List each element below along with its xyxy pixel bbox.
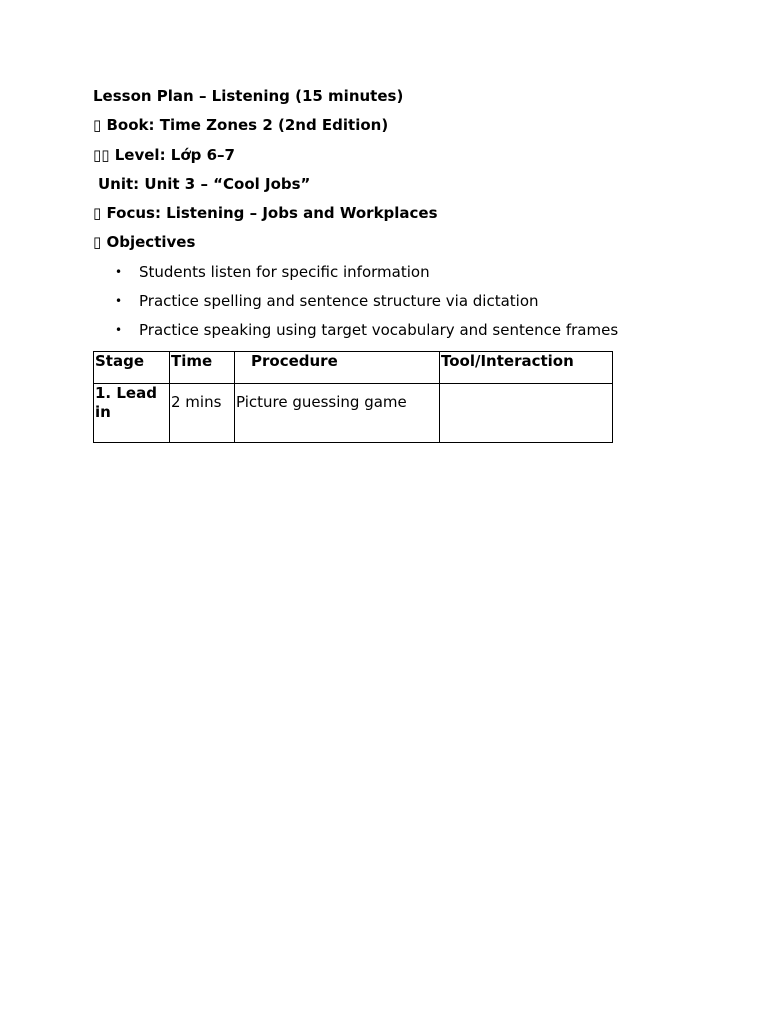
bullet-icon: •: [115, 294, 123, 309]
table-row: [94, 384, 613, 443]
cell-time: 2 mins: [170, 384, 235, 443]
objectives-heading-text: Objectives: [106, 233, 196, 252]
level-line: [93, 145, 693, 165]
lesson-plan-table: [93, 351, 613, 443]
objective-text: Students listen for specific information: [139, 262, 430, 281]
placeholder-glyph-icon: ▯: [93, 233, 102, 252]
bullet-icon: •: [115, 264, 123, 279]
header-time: Time: [170, 352, 235, 384]
objective-text: Practice spelling and sentence structure via dictation: [139, 292, 539, 311]
header-stage: Stage: [94, 352, 170, 384]
bullet-icon: •: [115, 323, 123, 338]
cell-tool-interaction: [440, 384, 613, 443]
focus-line: [93, 203, 693, 223]
unit-line: [93, 174, 693, 194]
cell-stage: 1. Lead in: [94, 384, 170, 443]
focus-text: Focus: Listening – Jobs and Workplaces: [106, 204, 438, 223]
list-item: [93, 320, 693, 340]
header-tool-interaction: Tool/Interaction: [440, 352, 613, 384]
objectives-list: [93, 262, 693, 341]
cell-procedure: Picture guessing game: [235, 384, 440, 443]
unit-text: Unit: Unit 3 – “Cool Jobs”: [98, 174, 311, 193]
lesson-plan-page: [93, 86, 693, 421]
table-header-row: [94, 352, 613, 384]
placeholder-glyph-icon: ▯: [93, 116, 102, 135]
level-text: Level: Lớp 6–7: [114, 145, 235, 164]
book-text: Book: Time Zones 2 (2nd Edition): [106, 116, 389, 135]
book-line: [93, 115, 693, 135]
objective-text: Practice speaking using target vocabulary and sentence frames: [139, 321, 619, 340]
list-item: [93, 262, 693, 282]
list-item: [93, 291, 693, 311]
header-procedure: Procedure: [235, 352, 440, 384]
placeholder-glyph-icon: ▯▯: [93, 145, 110, 164]
placeholder-glyph-icon: ▯: [93, 204, 102, 223]
document-title: Lesson Plan – Listening (15 minutes): [93, 87, 404, 105]
objectives-heading: [93, 232, 693, 252]
